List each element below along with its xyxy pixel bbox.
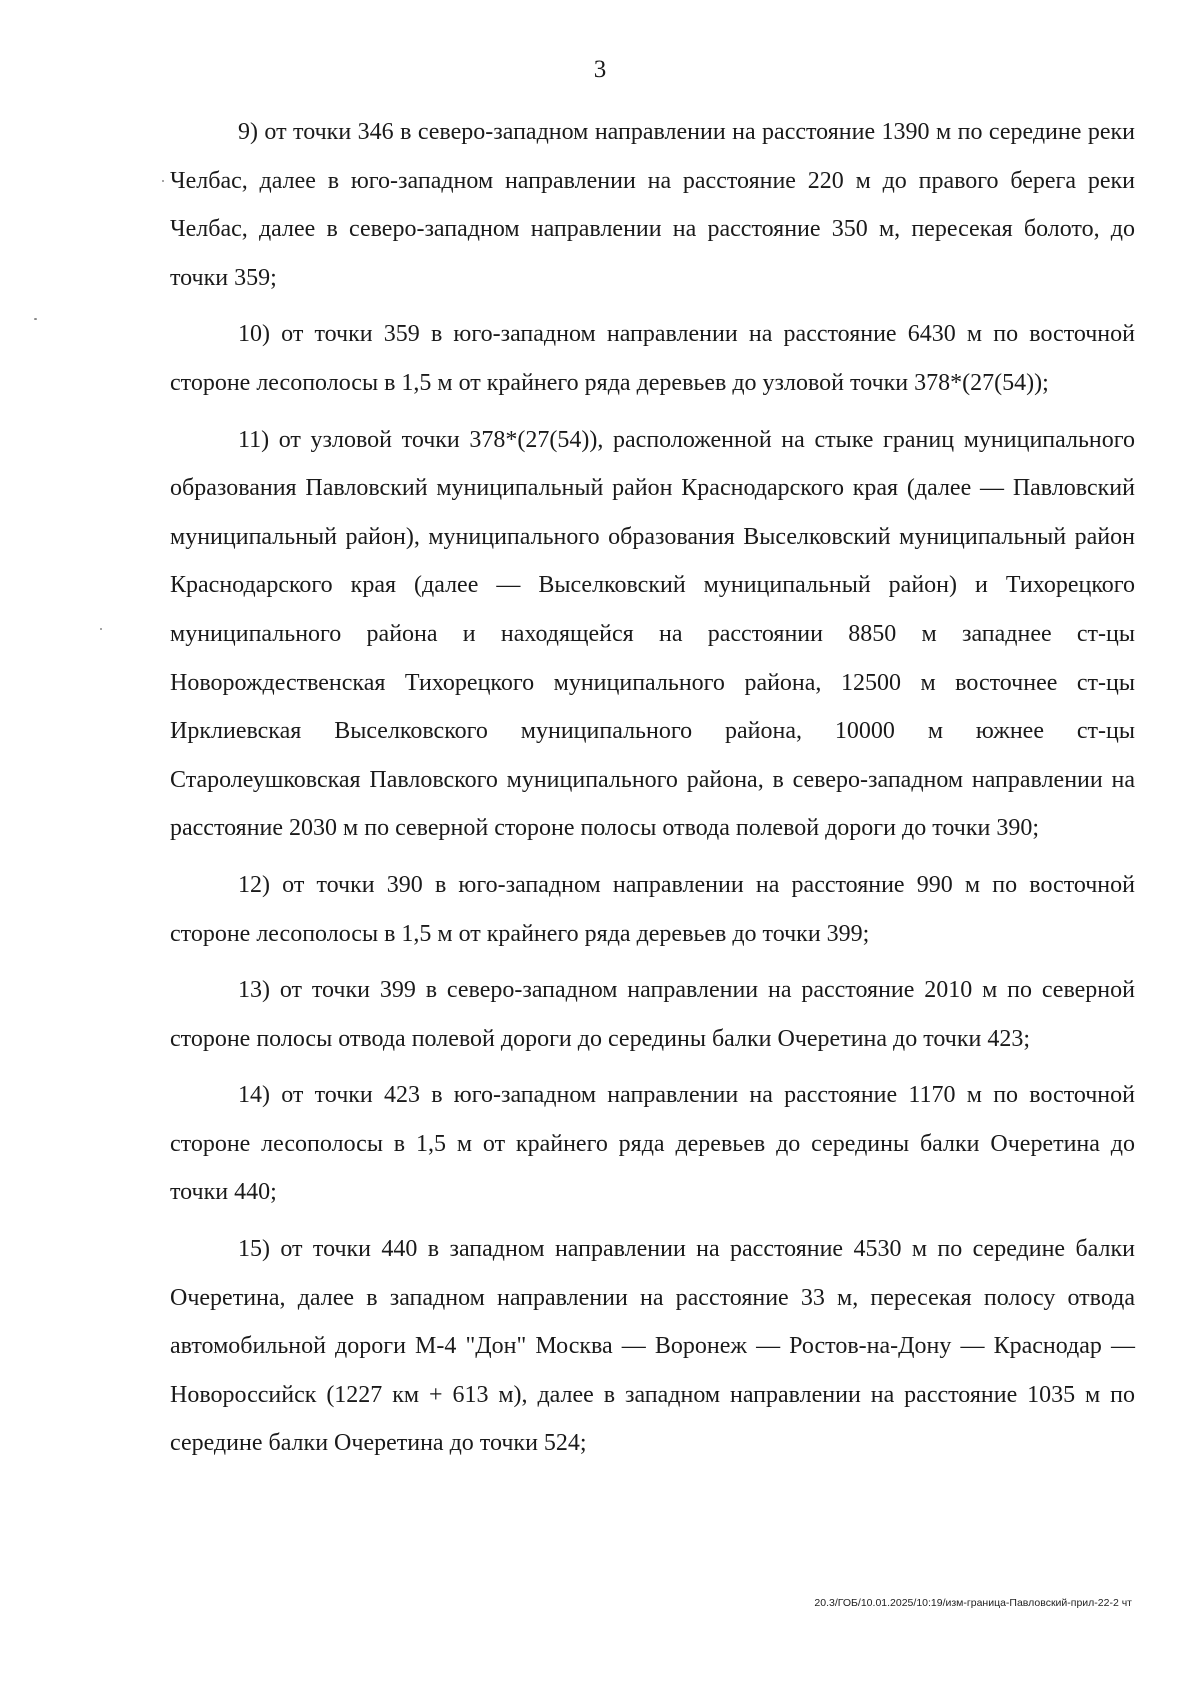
paragraph-9: 9) от точки 346 в северо-западном направлении на расстояние 1390 м по середине реки Челбас, далее в юго-западном направлении на расстояние 220 м до правого берега реки Челбас, далее в северо-западном направлении на расстояние 350 м, пересекая болото, до точки 359; <box>170 119 1135 291</box>
scan-speck <box>100 628 102 630</box>
paragraph-15: 15) от точки 440 в западном направлении на расстояние 4530 м по середине балки Очеретина, далее в западном направлении на расстояние 33 м, пересекая полосу отвода автомобильной дороги М-4 "Дон" Москва — Воронеж — Ростов-на-Дону — Краснодар — Новороссийск (1227 км + 613 м), далее в западном направлении на расстояние 1035 м по середине балки Очеретина до точки 524; <box>170 1236 1135 1457</box>
paragraph-11: 11) от узловой точки 378*(27(54)), расположенной на стыке границ муниципального образования Павловский муниципальный район Краснодарского края (далее — Павловский муниципальный район), муниципального образования Выселковский муниципальный район Краснодарского края (далее — Выселковский муниципальный район) и Тихорецкого муниципального района и находящейся на расстоянии 8850 м западнее ст-цы Новорождественская Тихорецкого муниципального района, 12500 м восточнее ст-цы Ирклиевская Выселковского муниципального района, 10000 м южнее ст-цы Старолеушковская Павловского муниципального района, в северо-западном направлении на расстояние 2030 м по северной стороне полосы отвода полевой дороги до точки 390; <box>170 426 1135 842</box>
document-footer-code: 20.3/ГОБ/10.01.2025/10:19/изм-граница-Павловский-прил-22-2 чт <box>814 1597 1132 1609</box>
scan-speck <box>34 318 37 320</box>
paragraph-10: 10) от точки 359 в юго-западном направлении на расстояние 6430 м по восточной стороне лесополосы в 1,5 м от крайнего ряда деревьев до узловой точки 378*(27(54)); <box>170 321 1135 396</box>
scan-speck <box>162 180 164 182</box>
paragraph-14: 14) от точки 423 в юго-западном направлении на расстояние 1170 м по восточной стороне лесополосы в 1,5 м от крайнего ряда деревьев до середины балки Очеретина до точки 440; <box>170 1082 1135 1206</box>
paragraph-12: 12) от точки 390 в юго-западном направлении на расстояние 990 м по восточной стороне лесополосы в 1,5 м от крайнего ряда деревьев до точки 399; <box>170 871 1135 947</box>
document-body <box>170 108 1135 1468</box>
page-number: 3 <box>593 56 607 83</box>
paragraph-13: 13) от точки 399 в северо-западном направлении на расстояние 2010 м по северной стороне полосы отвода полевой дороги до середины балки Очеретина до точки 423; <box>170 977 1135 1052</box>
